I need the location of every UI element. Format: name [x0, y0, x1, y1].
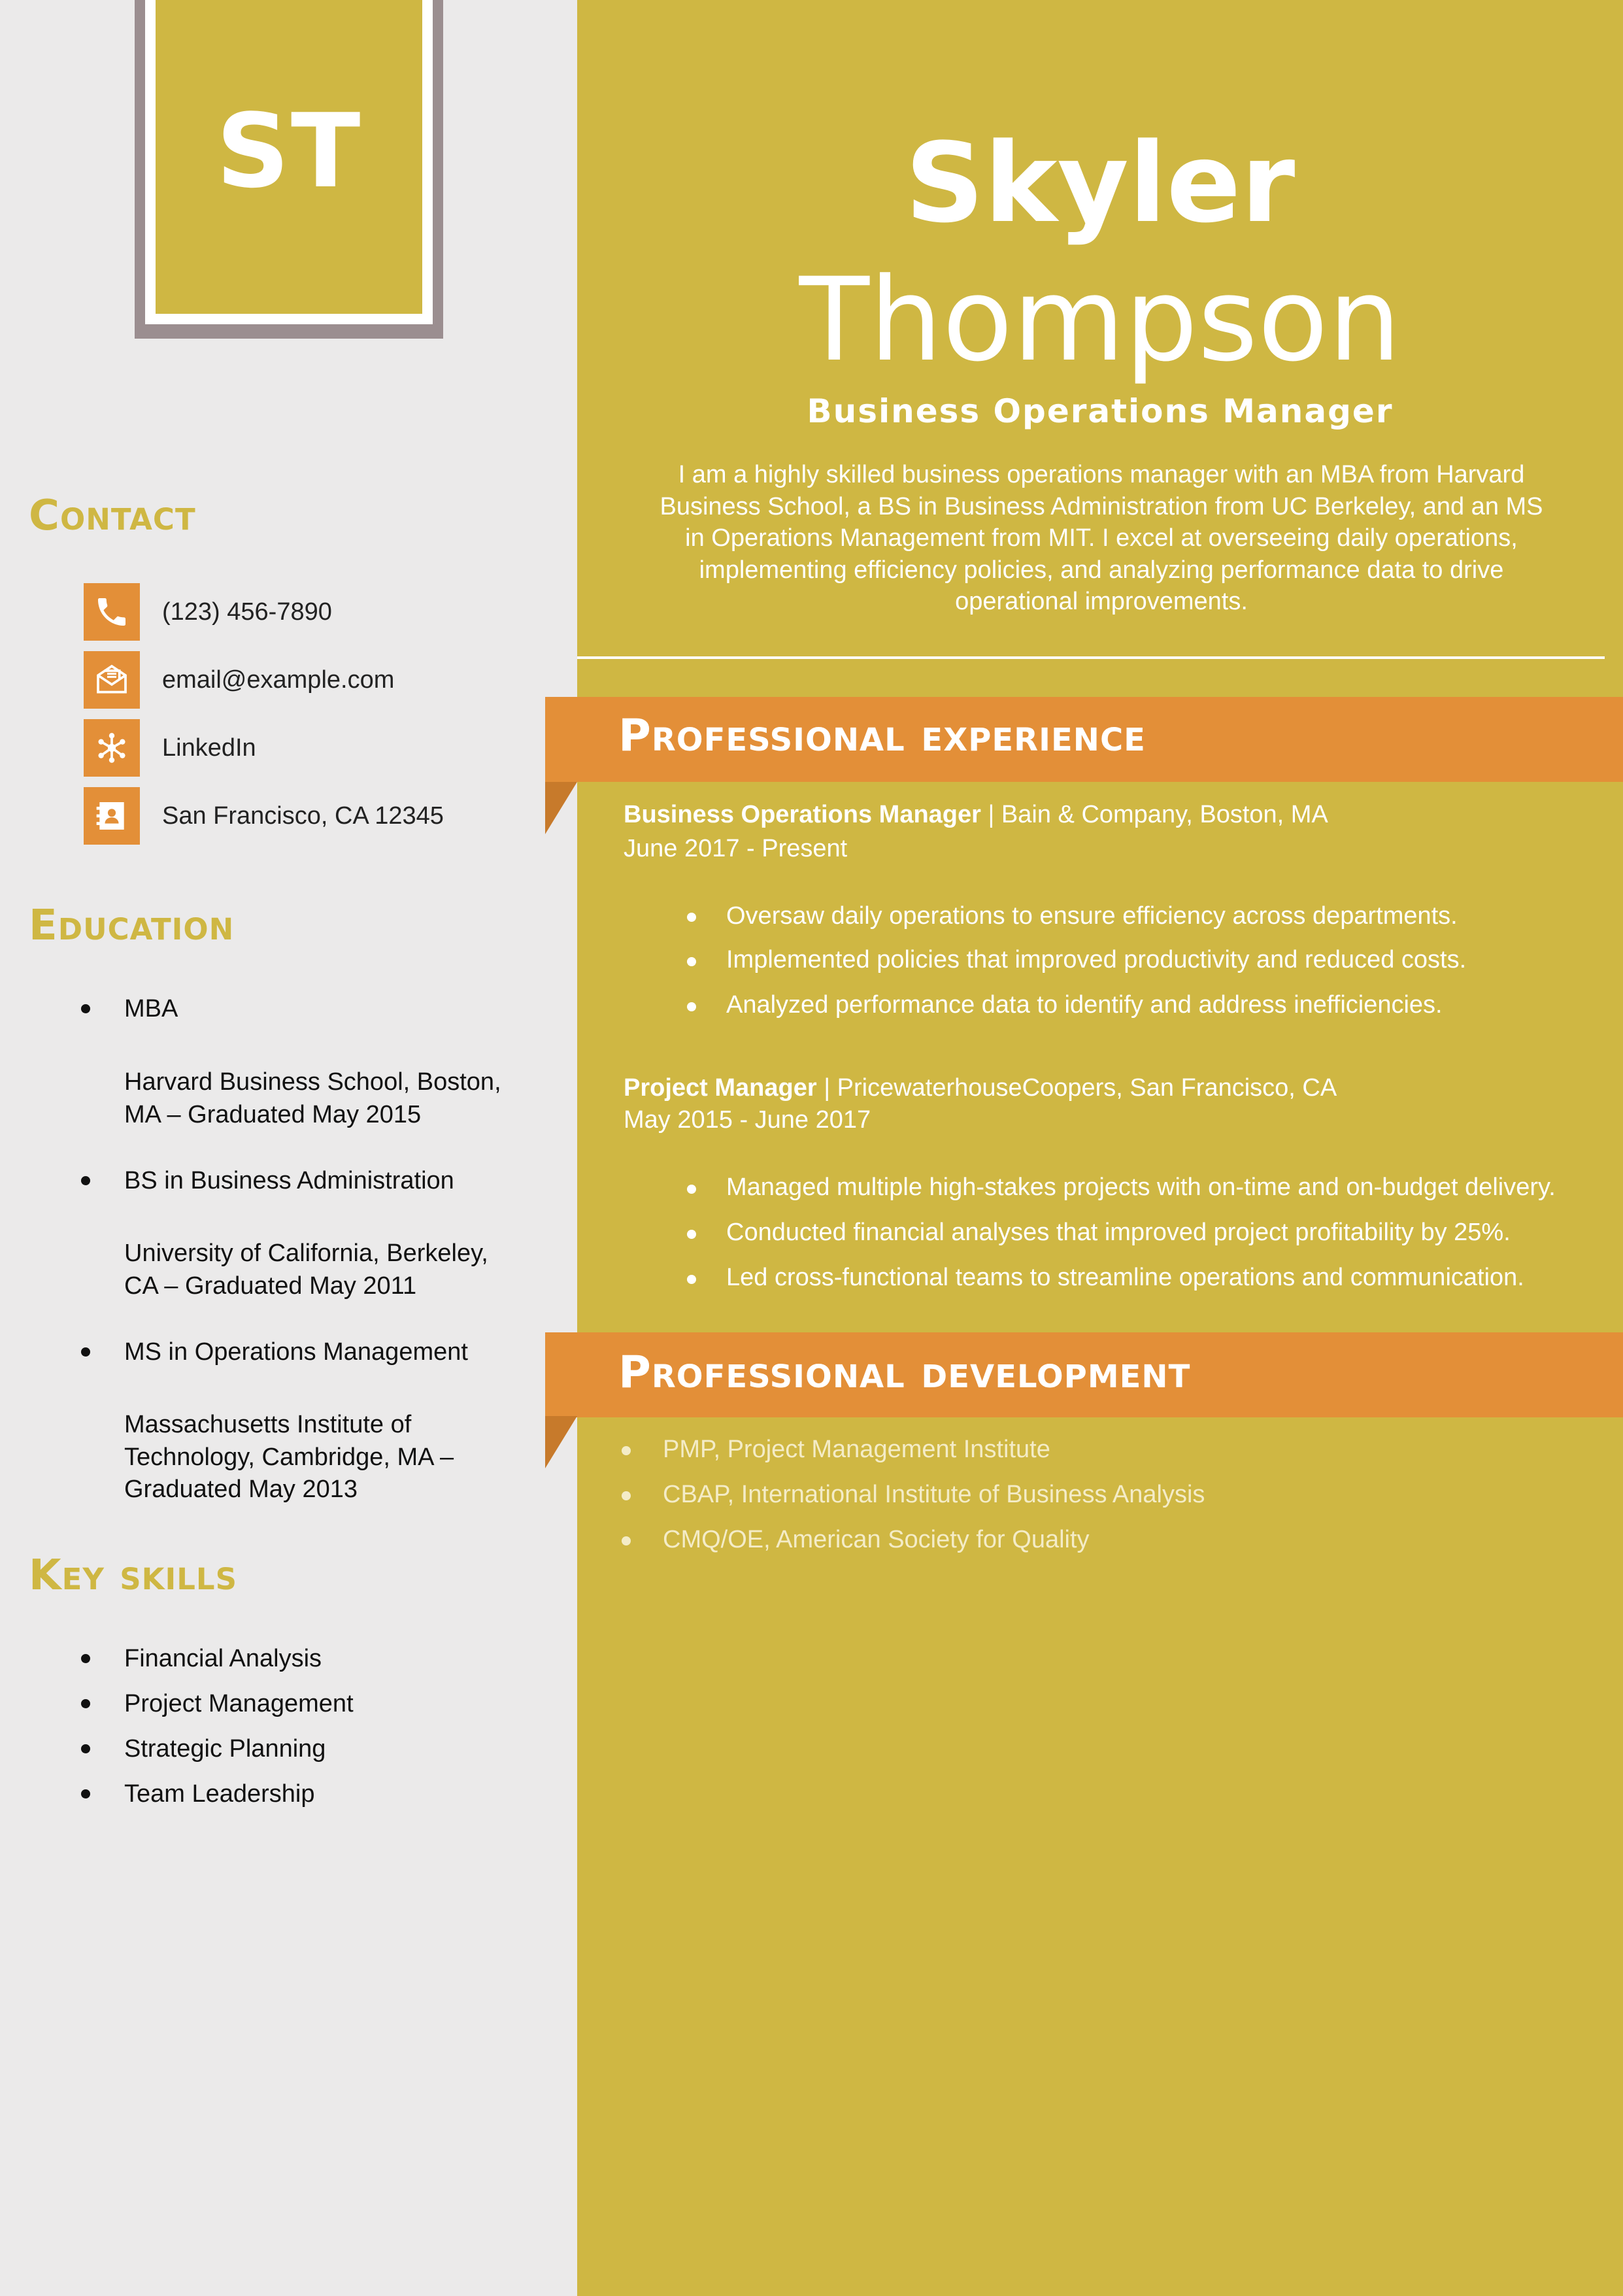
envelope-icon [84, 651, 140, 709]
job-bullet: Analyzed performance data to identify and address inefficiencies. [726, 991, 1443, 1019]
experience-heading: Professional experience [618, 710, 1146, 762]
contact-phone [84, 583, 332, 641]
education-detail-line: Graduated May 2013 [124, 1476, 358, 1503]
bullet-icon [687, 1275, 696, 1284]
bullet-icon [687, 1002, 696, 1011]
job-bullet: Led cross-functional teams to streamline operations and communication. [726, 1264, 1524, 1291]
monogram: ST [216, 92, 362, 211]
bullet-icon [687, 1230, 696, 1239]
skills-heading: Key skills [29, 1551, 237, 1600]
bullet-icon [81, 1744, 90, 1753]
bullet-icon [687, 957, 696, 966]
network-icon [84, 719, 140, 777]
skill-item: Project Management [124, 1690, 354, 1717]
education-detail-line: MA – Graduated May 2015 [124, 1101, 422, 1128]
contact-phone-text: (123) 456-7890 [162, 598, 332, 626]
job-bullet: Managed multiple high-stakes projects with on-time and on-budget delivery. [726, 1173, 1556, 1201]
development-heading: Professional development [618, 1347, 1191, 1398]
banner-fold [545, 1416, 577, 1468]
sidebar [0, 0, 577, 2296]
education-detail-line: Harvard Business School, Boston, [124, 1068, 501, 1096]
job-heading [624, 1074, 1337, 1102]
bullet-icon [622, 1536, 631, 1545]
job-dates: June 2017 - Present [624, 835, 848, 862]
contact-linkedin [84, 719, 256, 777]
summary [624, 459, 1579, 618]
bullet-icon [687, 1185, 696, 1194]
bullet-icon [81, 1347, 90, 1357]
job-bullet: Implemented policies that improved productivity and reduced costs. [726, 946, 1467, 973]
first-name: Skyler [905, 119, 1296, 247]
education-detail-line: Technology, Cambridge, MA – [124, 1443, 454, 1471]
development-item: CBAP, International Institute of Business Analysis [663, 1481, 1205, 1508]
contact-email-text: email@example.com [162, 666, 395, 694]
education-degree: MBA [124, 995, 178, 1022]
bullet-icon [622, 1491, 631, 1500]
education-detail-line: Massachusetts Institute of [124, 1411, 412, 1438]
bullet-icon [81, 1004, 90, 1013]
education-heading: Education [29, 902, 235, 950]
job-heading [624, 801, 1328, 829]
bullet-icon [81, 1176, 90, 1185]
bullet-icon [81, 1654, 90, 1663]
last-name: Thompson [799, 253, 1401, 387]
bullet-icon [622, 1446, 631, 1455]
summary-line: I am a highly skilled business operations manager with an MBA from Harvard [678, 461, 1525, 488]
skill-item: Team Leadership [124, 1780, 315, 1808]
contact-address [84, 787, 444, 845]
education-degree: MS in Operations Management [124, 1338, 468, 1366]
bullet-icon [81, 1789, 90, 1798]
job-role: Business Operations Manager [624, 801, 981, 828]
skill-item: Strategic Planning [124, 1735, 326, 1763]
summary-line: in Operations Management from MIT. I excel at overseeing daily operations, [685, 524, 1518, 552]
summary-line: implementing efficiency policies, and analyzing performance data to drive [699, 556, 1504, 584]
contact-linkedin-text: LinkedIn [162, 734, 256, 762]
skill-item: Financial Analysis [124, 1645, 322, 1672]
education-degree: BS in Business Administration [124, 1167, 454, 1194]
summary-line: operational improvements. [955, 588, 1248, 615]
contact-email [84, 651, 394, 709]
job-role: Project Manager [624, 1074, 817, 1102]
contact-address-text: San Francisco, CA 12345 [162, 802, 444, 830]
job-company: | PricewaterhouseCoopers, San Francisco, CA [816, 1074, 1337, 1102]
job-company: | Bain & Company, Boston, MA [980, 801, 1328, 828]
education-detail-line: University of California, Berkeley, [124, 1240, 488, 1267]
bullet-icon [687, 913, 696, 922]
bullet-icon [81, 1699, 90, 1708]
contact-heading: Contact [29, 492, 196, 540]
development-item: PMP, Project Management Institute [663, 1436, 1050, 1463]
summary-line: Business School, a BS in Business Administration from UC Berkeley, and an MS [660, 492, 1543, 520]
phone-icon [84, 583, 140, 641]
job-dates: May 2015 - June 2017 [624, 1106, 871, 1134]
banner-fold [545, 782, 577, 834]
job-bullet: Conducted financial analyses that improved project profitability by 25%. [726, 1219, 1511, 1246]
header-divider [577, 656, 1605, 659]
job-bullet: Oversaw daily operations to ensure efficiency across departments. [726, 902, 1458, 930]
education-detail-line: CA – Graduated May 2011 [124, 1272, 417, 1300]
address-card-icon [84, 787, 140, 845]
job-title: Business Operations Manager [807, 392, 1394, 430]
development-item: CMQ/OE, American Society for Quality [663, 1526, 1090, 1553]
